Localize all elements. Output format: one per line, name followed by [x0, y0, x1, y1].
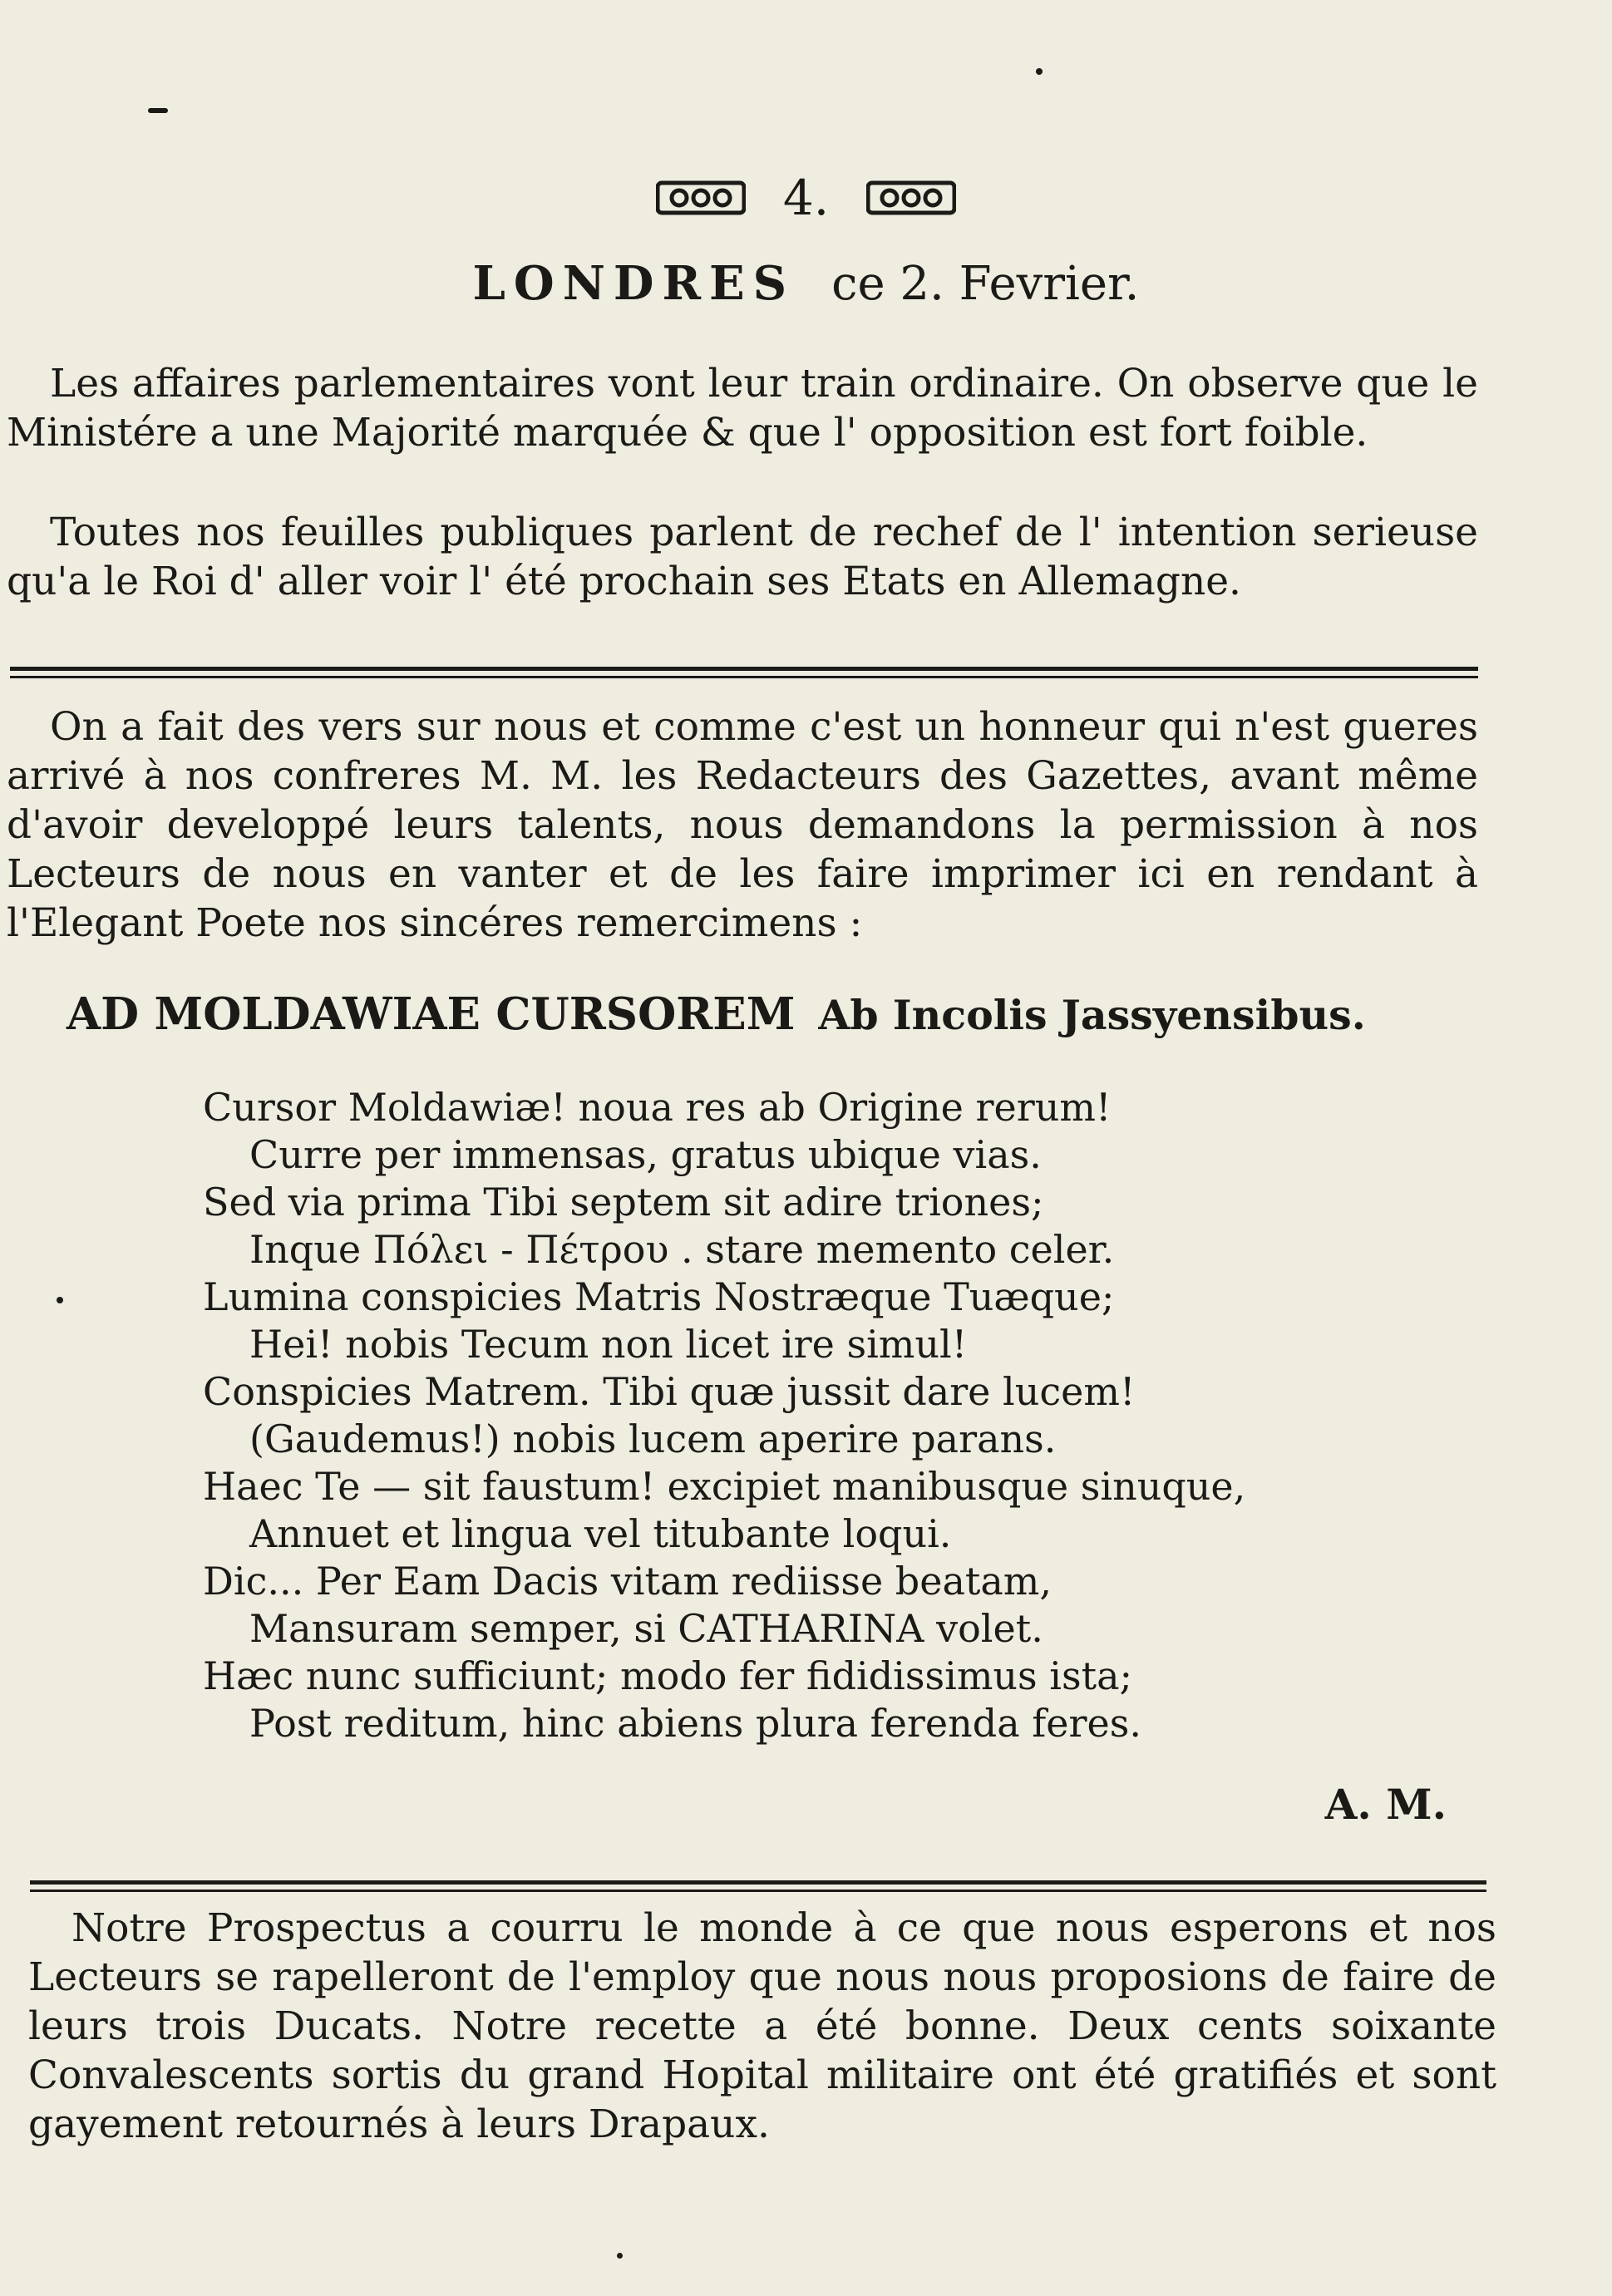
poem-signature: A. M. — [1324, 1780, 1447, 1829]
poem-line: Hei! nobis Tecum non licet ire simul! — [249, 1322, 968, 1367]
poem-line: Post reditum, hinc abiens plura ferenda feres. — [249, 1701, 1141, 1746]
section-divider-2 — [30, 1880, 1486, 1892]
left-ornament-icon — [656, 180, 746, 216]
dateline-date: ce 2. Fevrier. — [831, 257, 1140, 311]
poem-line: Mansuram semper, si CATHARINA volet. — [249, 1606, 1043, 1651]
poem-subtitle: Ab Incolis Jassyensibus. — [818, 991, 1366, 1039]
poem-line: Conspicies Matrem. Tibi quæ jussit dare lucem! — [203, 1369, 1136, 1414]
poem-line: (Gaudemus!) nobis lucem aperire parans. — [249, 1417, 1057, 1461]
section-divider-1 — [10, 667, 1478, 678]
ink-speck — [1036, 68, 1043, 75]
dateline-city: LONDRES — [472, 256, 796, 311]
news-paragraph-1: Les affaires parlementaires vont leur train ordinaire. On observe que le Ministére a une Majorité marquée & que l' opposition est fort foible. — [7, 361, 1478, 456]
poem-line: Inque Πόλει - Πέτρου . stare memento celer. — [249, 1227, 1115, 1272]
dateline — [0, 254, 1612, 313]
poem-line: Annuet et lingua vel titubante loqui. — [249, 1511, 952, 1556]
news-paragraph-2: Toutes nos feuilles publiques parlent de rechef de l' intention serieuse qu'a le Roi d' aller voir l' été prochain ses Etats en Allemagne. — [7, 510, 1478, 604]
page-header — [0, 165, 1612, 227]
poem-title — [67, 987, 1563, 1042]
poem-line: Curre per immensas, gratus ubique vias. — [249, 1132, 1042, 1177]
ink-speck — [148, 108, 168, 113]
ink-speck — [617, 2253, 623, 2259]
ink-speck — [57, 1297, 63, 1303]
poem-line: Lumina conspicies Matris Nostræque Tuæque; — [203, 1274, 1115, 1319]
poem-line: Sed via prima Tibi septem sit adire triones; — [203, 1180, 1044, 1224]
poem-line: Dic... Per Eam Dacis vitam rediisse beatam, — [203, 1559, 1052, 1604]
closing-paragraph: Notre Prospectus a courru le monde à ce que nous esperons et nos Lecteurs se rapelleront de l'employ que nous nous proposions de faire de leurs trois Ducats. Notre recette a été bonne. Deux cents soixante Convalescents sortis du grand Hopital militaire ont été gratifiés et sont gayement retournés à leurs Drapaux. — [28, 1905, 1496, 2147]
right-ornament-icon — [866, 180, 956, 216]
intro-paragraph: On a fait des vers sur nous et comme c'est un honneur qui n'est gueres arrivé à nos confreres M. M. les Redacteurs des Gazettes, avant même d'avoir developpé leurs talents, nous demandons la permission à nos Lecteurs de nous en vanter et de les faire imprimer ici en rendant à l'Elegant Poete nos sincéres remercimens : — [7, 704, 1478, 946]
page-number: 4. — [782, 169, 830, 226]
poem-line: Hæc nunc sufficiunt; modo fer fididissimus ista; — [203, 1653, 1133, 1698]
poem-line: Haec Te — sit faustum! excipiet manibusque sinuque, — [203, 1464, 1246, 1509]
poem-verses — [203, 1084, 1245, 1747]
poem-title-main: AD MOLDAWIAE CURSOREM — [67, 988, 796, 1040]
poem-line: Cursor Moldawiæ! noua res ab Origine rerum! — [203, 1085, 1112, 1130]
